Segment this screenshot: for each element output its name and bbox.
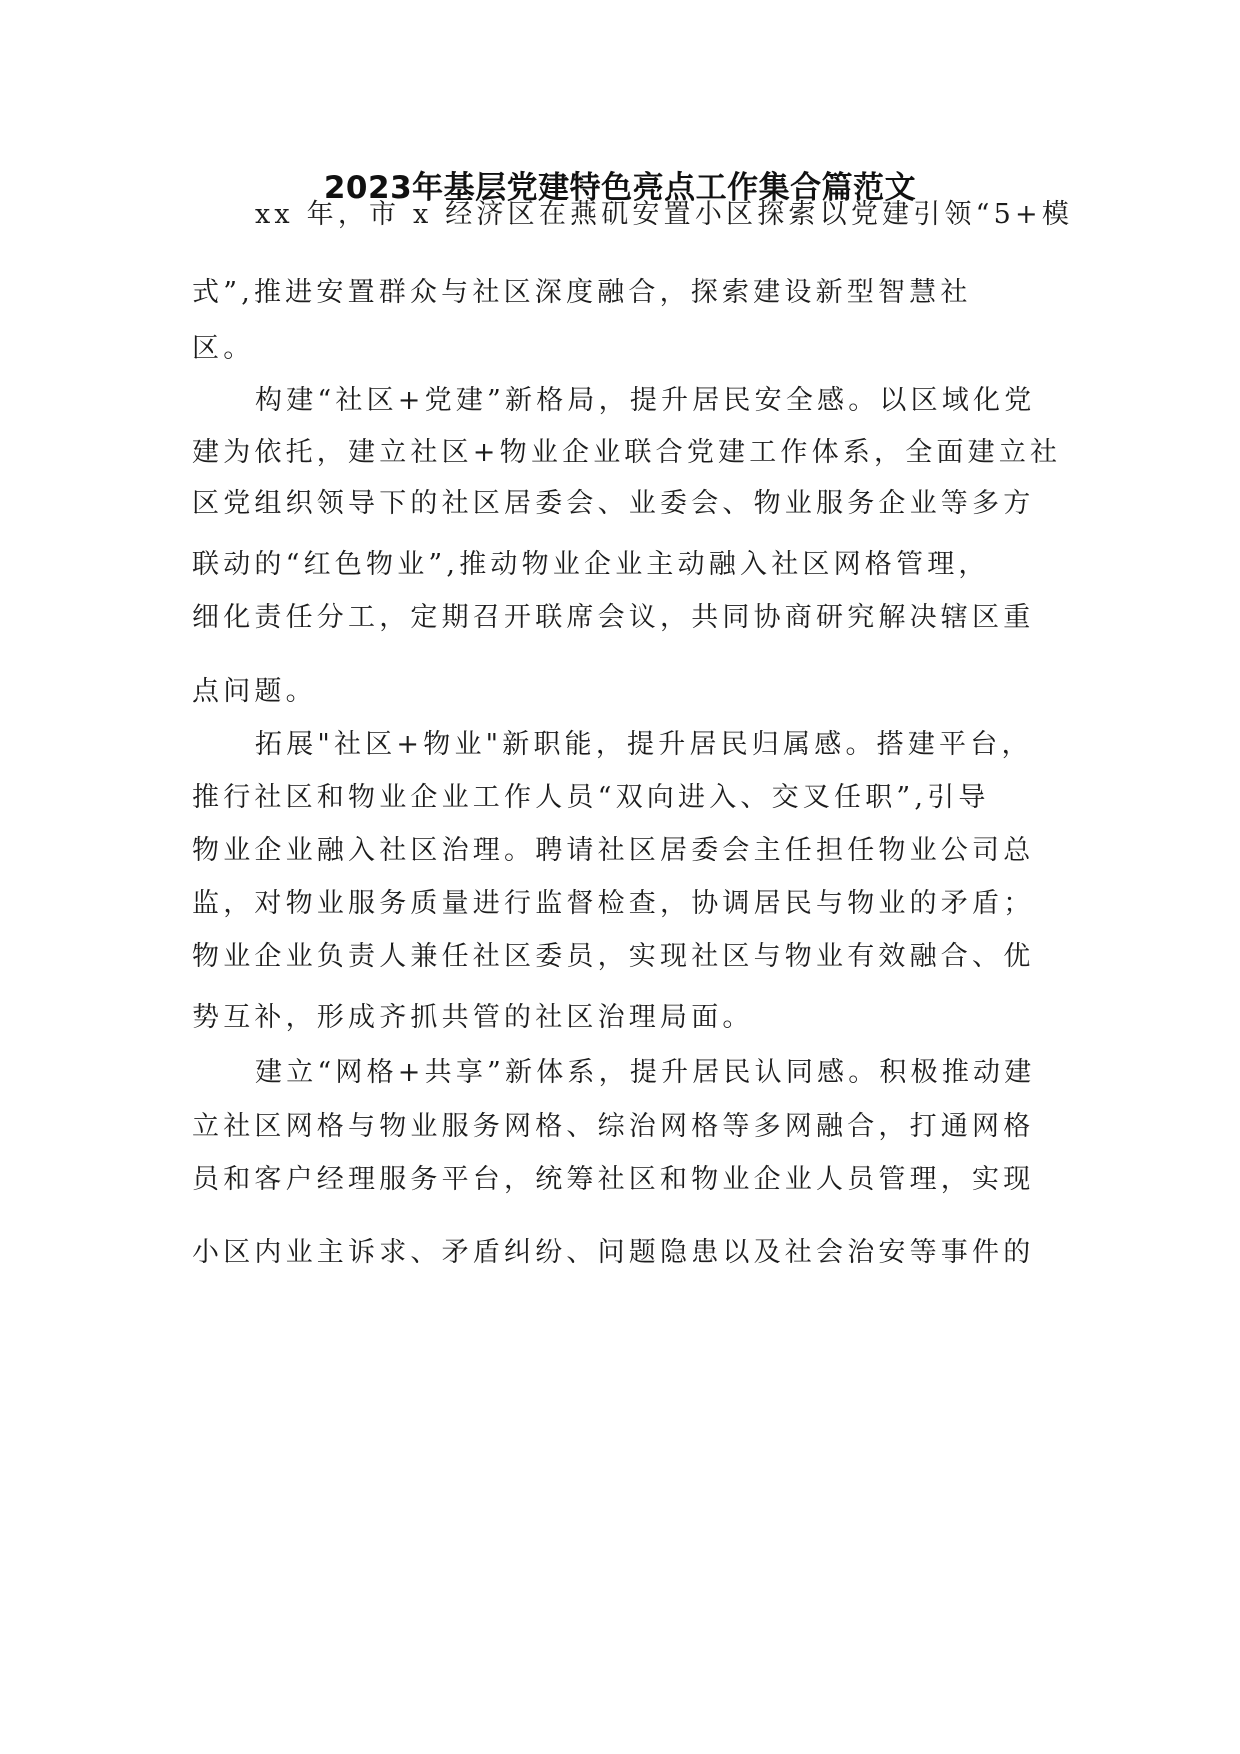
paragraph-line: 小区内业主诉求、矛盾纠纷、问题隐患以及社会治安等事件的 — [192, 1237, 1035, 1268]
paragraph-line: 联动的“红色物业”,推动物业企业主动融入社区网格管理， — [192, 549, 990, 580]
paragraph-line: 构建“社区+党建”新格局，提升居民安全感。以区域化党 — [255, 385, 1036, 416]
paragraph-line: 推行社区和物业企业工作人员“双向进入、交叉任职”,引导 — [192, 782, 990, 813]
paragraph-line: 建立“网格+共享”新体系，提升居民认同感。积极推动建 — [255, 1057, 1036, 1088]
paragraph-line: 势互补，形成齐抓共管的社区治理局面。 — [192, 1002, 754, 1033]
paragraph-line: 物业企业负责人兼任社区委员，实现社区与物业有效融合、优 — [192, 941, 1035, 972]
paragraph-line: 式”,推进安置群众与社区深度融合，探索建设新型智慧社 — [192, 277, 972, 308]
document-title: 2023年基层党建特色亮点工作集合篇范文 — [323, 170, 917, 206]
paragraph-line: 细化责任分工，定期召开联席会议，共同协商研究解决辖区重 — [192, 602, 1035, 633]
paragraph-line: 物业企业融入社区治理。聘请社区居委会主任担任物业公司总 — [192, 835, 1035, 866]
paragraph-line: 员和客户经理服务平台，统筹社区和物业企业人员管理，实现 — [192, 1164, 1035, 1195]
paragraph-line: 区。 — [192, 333, 255, 364]
paragraph-line: 建为依托，建立社区+物业企业联合党建工作体系，全面建立社 — [192, 437, 1062, 468]
paragraph-line: 点问题。 — [192, 676, 317, 707]
paragraph-line: xx 年，市 x 经济区在燕矶安置小区探索以党建引领“5+模 — [255, 199, 1074, 230]
paragraph-line: 区党组织领导下的社区居委会、业委会、物业服务企业等多方 — [192, 488, 1035, 519]
paragraph-line: 立社区网格与物业服务网格、综治网格等多网融合，打通网格 — [192, 1111, 1035, 1142]
paragraph-line: 拓展"社区+物业"新职能，提升居民归属感。搭建平台， — [255, 729, 1033, 760]
paragraph-line: 监，对物业服务质量进行监督检查，协调居民与物业的矛盾； — [192, 888, 1035, 919]
